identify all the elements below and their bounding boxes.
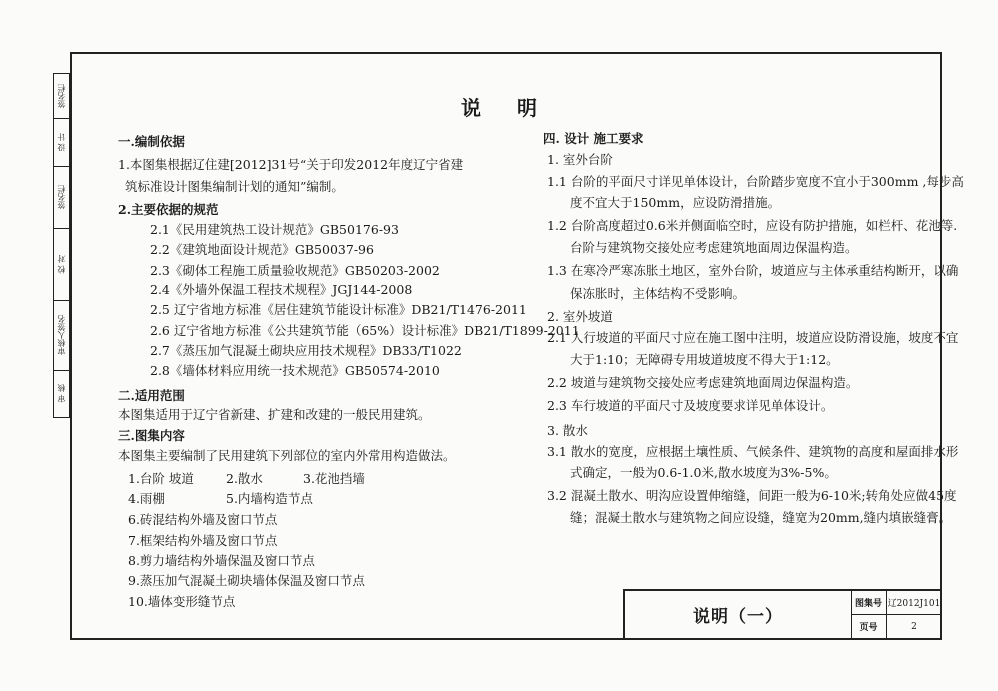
sidebar-cell: 校 对 xyxy=(54,228,69,301)
atlas-number-label: 图集号 xyxy=(851,591,887,615)
title-block xyxy=(623,589,941,638)
list-item: 2.散水 xyxy=(226,471,263,486)
page-number-value: 2 xyxy=(911,621,917,632)
text-line: 保冻胀时，主体结构不受影响。 xyxy=(570,286,746,301)
text-line: 筑标准设计图集编制计划的通知”编制。 xyxy=(125,179,344,194)
text-line: 2.1 人行坡道的平面尺寸应在施工图中注明，坡道应设防滑设施，坡度不宜 xyxy=(547,330,959,345)
list-item: 10.墙体变形缝节点 xyxy=(128,594,236,609)
text-line: 式确定，一般为0.6-1.0米,散水坡度为3%-5%。 xyxy=(570,465,837,480)
text-line: 2.3《砌体工程施工质量验收规范》GB50203-2002 xyxy=(150,263,440,278)
signature-sidebar xyxy=(53,73,70,418)
text-line: 2. 室外坡道 xyxy=(547,309,613,324)
atlas-number-value: 辽2012J101 xyxy=(887,591,941,615)
list-item: 6.砖混结构外墙及窗口节点 xyxy=(128,512,278,527)
text-line: 1. 室外台阶 xyxy=(547,152,613,167)
section-heading: 2.主要依据的规范 xyxy=(118,202,219,217)
text-line: 2.4《外墙外保温工程技术规程》JGJ144-2008 xyxy=(150,282,413,297)
list-item: 1.台阶 坡道 xyxy=(128,471,194,486)
text-line: 2.2 坡道与建筑物交接处应考虑建筑地面周边保温构造。 xyxy=(547,375,859,390)
list-item: 4.雨棚 xyxy=(128,491,165,506)
text-line: 2.6 辽宁省地方标准《公共建筑节能（65%）设计标准》DB21/T1899-2011 xyxy=(150,323,580,338)
list-item: 5.内墙构造节点 xyxy=(226,491,313,506)
text-line: 台阶与建筑物交接处应考虑建筑地面周边保温构造。 xyxy=(570,240,858,255)
text-line: 本图集主要编制了民用建筑下列部位的室内外常用构造做法。 xyxy=(118,448,456,463)
section-heading: 四. 设计 施工要求 xyxy=(543,131,644,146)
section-heading: 二.适用范围 xyxy=(118,388,185,403)
text-line: 3.1 散水的宽度，应根据土壤性质、气候条件、建筑物的高度和屋面排水形 xyxy=(547,444,959,459)
list-item: 9.蒸压加气混凝土砌块墙体保温及窗口节点 xyxy=(128,573,365,588)
text-line: 缝；混凝土散水与建筑物之间应设缝，缝宽为20mm,缝内填嵌缝膏。 xyxy=(570,510,952,525)
text-line: 2.5 辽宁省地方标准《居住建筑节能设计标准》DB21/T1476-2011 xyxy=(150,302,527,317)
page-number-label: 页号 xyxy=(851,615,887,638)
sidebar-cell: 审核人签名 xyxy=(54,300,69,371)
text-line: 3.2 混凝土散水、明沟应设置伸缩缝，间距一般为6-10米;转角处应做45度 xyxy=(547,488,957,503)
text-line: 2.2《建筑地面设计规范》GB50037-96 xyxy=(150,242,374,257)
text-line: 1.2 台阶高度超过0.6米并侧面临空时，应设有防护措施，如栏杆、花池等. xyxy=(547,218,958,233)
text-line: 2.7《蒸压加气混凝土砌块应用技术规程》DB33/T1022 xyxy=(150,343,462,358)
text-line: 1.1 台阶的平面尺寸详见单体设计，台阶踏步宽度不宜小于300mm ,每步高 xyxy=(547,174,964,189)
text-line: 2.8《墙体材料应用统一技术规范》GB50574-2010 xyxy=(150,363,440,378)
text-line: 1.3 在寒冷严寒冻胀土地区，室外台阶，坡道应与主体承重结构断开，以确 xyxy=(547,263,959,278)
text-line: 1.本图集根据辽住建[2012]31号“关于印发2012年度辽宁省建 xyxy=(118,157,464,172)
list-item: 8.剪力墙结构外墙保温及窗口节点 xyxy=(128,553,315,568)
sidebar-cell: 签名栏 xyxy=(54,74,69,119)
text-line: 度不宜大于150mm，应设防滑措施。 xyxy=(570,195,781,210)
text-line: 2.3 车行坡道的平面尺寸及坡度要求详见单体设计。 xyxy=(547,398,834,413)
text-line: 本图集适用于辽宁省新建、扩建和改建的一般民用建筑。 xyxy=(118,407,431,422)
list-item: 3.花池挡墙 xyxy=(303,471,365,486)
sidebar-cell: 设 计 xyxy=(54,118,69,167)
drawing-name: 说明（一） xyxy=(625,591,852,638)
page-title: 说明 xyxy=(461,96,573,120)
sidebar-cell: 签名栏 xyxy=(54,166,69,229)
sidebar-cell: 审 核 xyxy=(56,384,66,403)
section-heading: 三.图集内容 xyxy=(118,428,185,443)
text-line: 2.1《民用建筑热工设计规范》GB50176-93 xyxy=(150,222,399,237)
list-item: 7.框架结构外墙及窗口节点 xyxy=(128,533,278,548)
section-heading: 一.编制依据 xyxy=(118,134,185,149)
text-line: 3. 散水 xyxy=(547,423,588,438)
text-line: 大于1:10；无障碍专用坡道坡度不得大于1:12。 xyxy=(570,352,839,367)
